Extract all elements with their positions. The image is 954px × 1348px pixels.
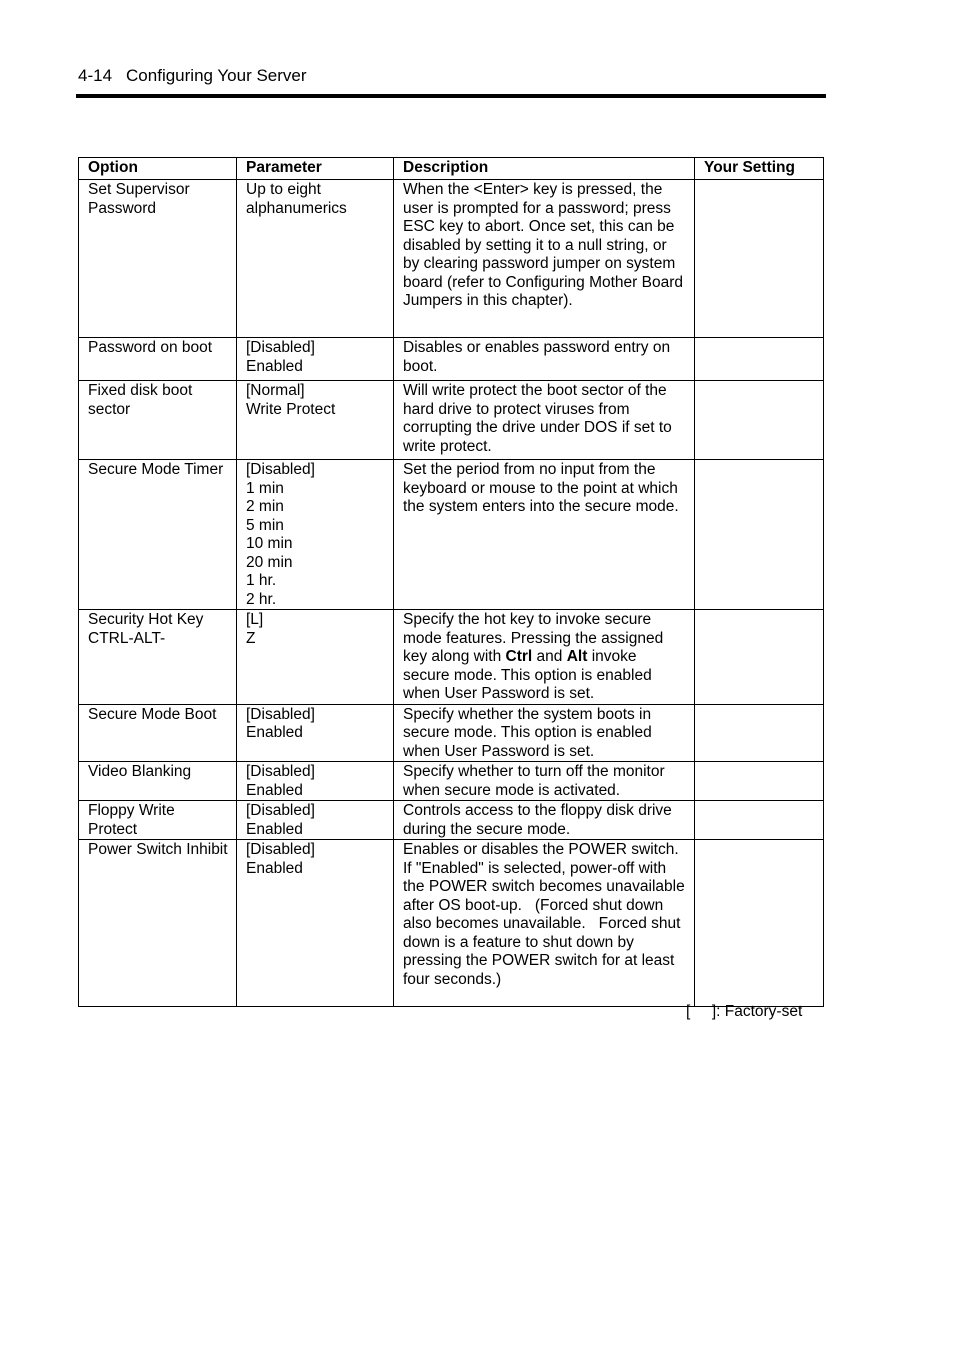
parameter-value: 2 hr.	[246, 590, 277, 608]
parameter-cell	[237, 460, 394, 610]
parameter-value: Up to eight alphanumerics	[246, 181, 347, 217]
parameter-value: [Disabled]	[246, 705, 315, 723]
your-setting-cell	[695, 338, 824, 381]
description-cell: Set the period from no input from the keyboard or mouse to the point at which the system enters into the secure mode.	[394, 460, 695, 610]
table-row	[79, 338, 824, 381]
bios-options-table	[78, 157, 824, 1007]
chapter-title: Configuring Your Server	[126, 66, 307, 85]
parameter-value: Enabled	[246, 781, 303, 799]
parameter-value: Enabled	[246, 820, 303, 838]
parameter-cell	[237, 762, 394, 801]
header-your-setting: Your Setting	[695, 158, 824, 180]
parameter-cell	[237, 704, 394, 762]
parameter-value: [Disabled]	[246, 461, 315, 478]
alt-key-label: Alt	[566, 648, 588, 665]
option-cell: Floppy Write Protect	[79, 801, 237, 840]
parameter-cell	[237, 338, 394, 381]
page-header	[78, 66, 307, 86]
parameter-cell	[237, 801, 394, 840]
table-row	[79, 610, 824, 705]
parameter-value: Enabled	[246, 859, 303, 877]
table-row	[79, 762, 824, 801]
your-setting-cell	[695, 610, 824, 705]
parameter-value: [Disabled]	[246, 339, 315, 356]
header-option: Option	[79, 158, 237, 180]
parameter-value: 2 min	[246, 498, 284, 515]
parameter-value: 10 min	[246, 535, 293, 552]
your-setting-cell	[695, 180, 824, 338]
parameter-value: [Disabled]	[246, 763, 315, 780]
description-cell: Controls access to the floppy disk drive during the secure mode.	[394, 801, 695, 840]
ctrl-key-label: Ctrl	[505, 648, 533, 665]
parameter-value: 1 min	[246, 479, 284, 497]
parameter-value: 5 min	[246, 516, 284, 534]
parameter-cell	[237, 381, 394, 460]
your-setting-cell	[695, 762, 824, 801]
description-cell: Will write protect the boot sector of the hard drive to protect viruses from corrupting the drive under DOS if set to write protect.	[394, 381, 695, 460]
your-setting-cell	[695, 704, 824, 762]
factory-set-footnote: [ ]: Factory-set	[686, 1003, 803, 1020]
page-number: 4-14	[78, 66, 113, 85]
parameter-value: [L]	[246, 611, 264, 628]
parameter-value: 20 min	[246, 553, 293, 571]
table-row	[79, 704, 824, 762]
table-row	[79, 801, 824, 840]
description-text: Specify the hot key to invoke secure mode features. Pressing the assigned key along with	[403, 611, 664, 665]
parameter-value: Write Protect	[246, 400, 336, 418]
description-cell: Specify whether the system boots in secure mode. This option is enabled when User Password is set.	[394, 704, 695, 762]
parameter-cell	[237, 610, 394, 705]
option-cell: Power Switch Inhibit	[79, 840, 237, 1007]
your-setting-cell	[695, 381, 824, 460]
parameter-value: [Disabled]	[246, 841, 315, 858]
parameter-value: 1 hr.	[246, 572, 277, 589]
description-cell: When the <Enter> key is pressed, the user is prompted for a password; press ESC key to abort. Once set, this can be disabled by setting it to a null string, or by clearing password jumper on system board (refer to Configuring Mother Board Jumpers in this chapter).	[394, 180, 695, 338]
parameter-cell	[237, 180, 394, 338]
description-text: and	[532, 648, 567, 665]
table-row	[79, 460, 824, 610]
parameter-value: Enabled	[246, 724, 303, 741]
description-text: invoke secure mode. This option is enabled when User Password is set.	[403, 648, 652, 702]
table-row	[79, 840, 824, 1007]
parameter-value: Z	[246, 629, 256, 647]
header-parameter: Parameter	[237, 158, 394, 180]
parameter-value: Enabled	[246, 357, 303, 375]
table-header-row	[79, 158, 824, 180]
your-setting-cell	[695, 460, 824, 610]
option-cell: Password on boot	[79, 338, 237, 381]
description-cell	[394, 610, 695, 705]
option-cell: Video Blanking	[79, 762, 237, 801]
header-rule	[76, 94, 826, 98]
table-row	[79, 381, 824, 460]
option-cell: Set Supervisor Password	[79, 180, 237, 338]
description-cell: Specify whether to turn off the monitor when secure mode is activated.	[394, 762, 695, 801]
header-description: Description	[394, 158, 695, 180]
parameter-value: [Disabled]	[246, 802, 315, 819]
table-row	[79, 180, 824, 338]
parameter-cell	[237, 840, 394, 1007]
option-cell: Secure Mode Boot	[79, 704, 237, 762]
option-cell: Security Hot Key CTRL-ALT-	[79, 610, 237, 705]
option-cell: Secure Mode Timer	[79, 460, 237, 610]
option-cell: Fixed disk boot sector	[79, 381, 237, 460]
description-cell: Enables or disables the POWER switch. If "Enabled" is selected, power-off with the POWER switch becomes unavailable after OS boot-up. (Forced shut down also becomes unavailable. Forced shut down is a feature to shut down by pressing the POWER switch for at least four seconds.)	[394, 840, 695, 1007]
your-setting-cell	[695, 801, 824, 840]
parameter-value: [Normal]	[246, 382, 305, 399]
your-setting-cell	[695, 840, 824, 1007]
description-cell: Disables or enables password entry on boot.	[394, 338, 695, 381]
